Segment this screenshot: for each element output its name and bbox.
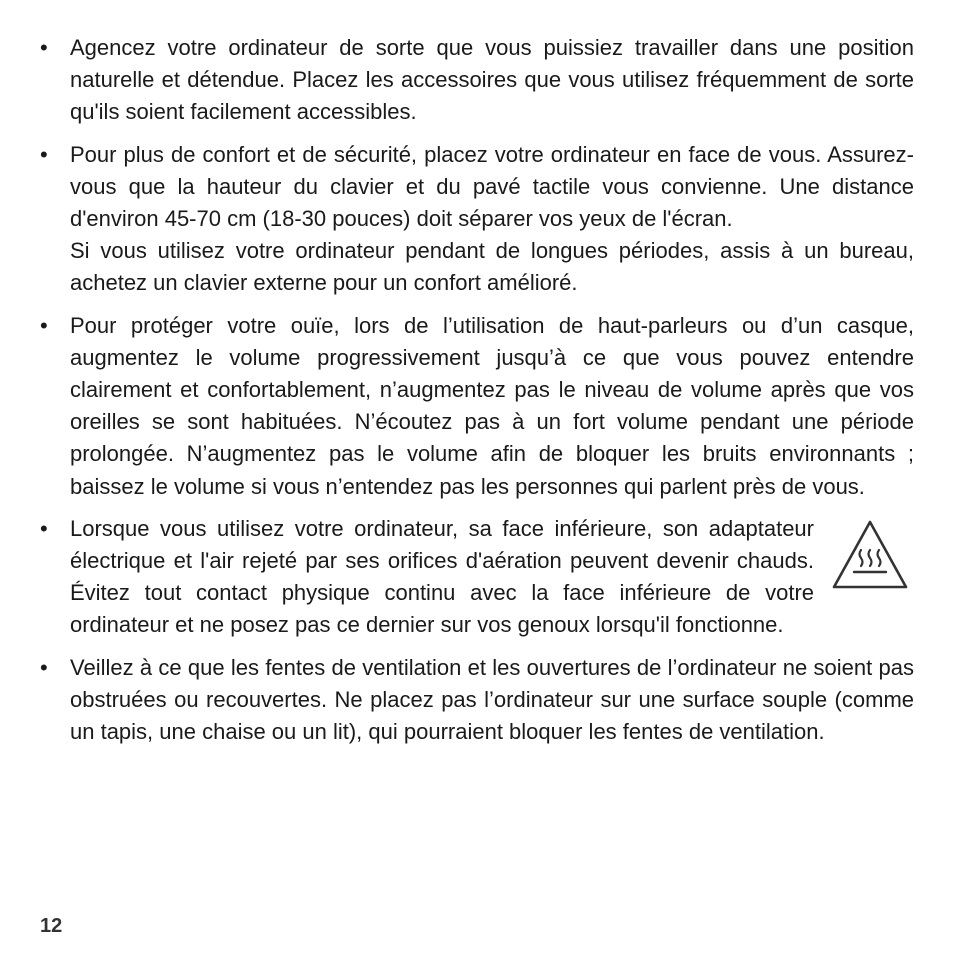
paragraph: Lorsque vous utilisez votre ordinateur, sa face inférieure, son adaptateur électrique et l'air rejeté par ses orifices d'aération peuvent devenir chauds. Évitez tout contact physique continu avec la face inférieure de votre ordinateur et ne posez pas ce dernier sur vos genoux lorsqu'il fonctionne.: [70, 515, 814, 638]
bullet-item-ventilation: [40, 652, 914, 749]
paragraph: Si vous utilisez votre ordinateur pendant de longues périodes, assis à un bureau, achetez un clavier externe pour un confort amélioré.: [70, 238, 914, 296]
hot-surface-warning-icon: [830, 517, 910, 595]
bullet-marker: •: [40, 515, 48, 541]
bullet-marker: •: [40, 312, 48, 338]
bullet-item-comfort-safety: [40, 139, 914, 300]
bullet-item-hot-surface: [40, 513, 914, 642]
paragraph: Agencez votre ordinateur de sorte que vous puissiez travailler dans une position naturelle et détendue. Placez les accessoires que vous utilisez fréquemment de sorte qu'ils soient facilement accessibles.: [70, 35, 914, 125]
bullet-item-workspace-arrangement: [40, 32, 914, 129]
bullet-marker: •: [40, 654, 48, 680]
paragraph: Pour protéger votre ouïe, lors de l’utilisation de haut-parleurs ou d’un casque, augmentez le volume progressivement jusqu’à ce que vous pouvez entendre clairement et confortablement, n’augmentez pas le niveau de volume après que vos oreilles se sont habituées. N’écoutez pas à un fort volume pendant une période prolongée. N’augmentez pas le volume afin de bloquer les bruits environnants ; baissez le volume si vous n’entendez pas les personnes qui parlent près de vous.: [70, 312, 914, 499]
paragraph: Pour plus de confort et de sécurité, placez votre ordinateur en face de vous. Assurez-vous que la hauteur du clavier et du pavé tactile vous convienne. Une distance d'environ 45-70 cm (18-30 pouces) doit séparer vos yeux de l'écran.: [70, 141, 914, 232]
paragraph: Veillez à ce que les fentes de ventilation et les ouvertures de l’ordinateur ne soient pas obstruées ou recouvertes. Ne placez pas l’ordinateur sur une surface souple (comme un tapis, une chaise ou un lit), qui pourraient bloquer les fentes de ventilation.: [70, 654, 914, 745]
page-number: 12: [40, 915, 63, 937]
bullet-marker: •: [40, 35, 48, 60]
bullet-list: [40, 32, 914, 758]
bullet-marker: •: [40, 141, 48, 167]
bullet-item-hearing-protection: [40, 310, 914, 503]
